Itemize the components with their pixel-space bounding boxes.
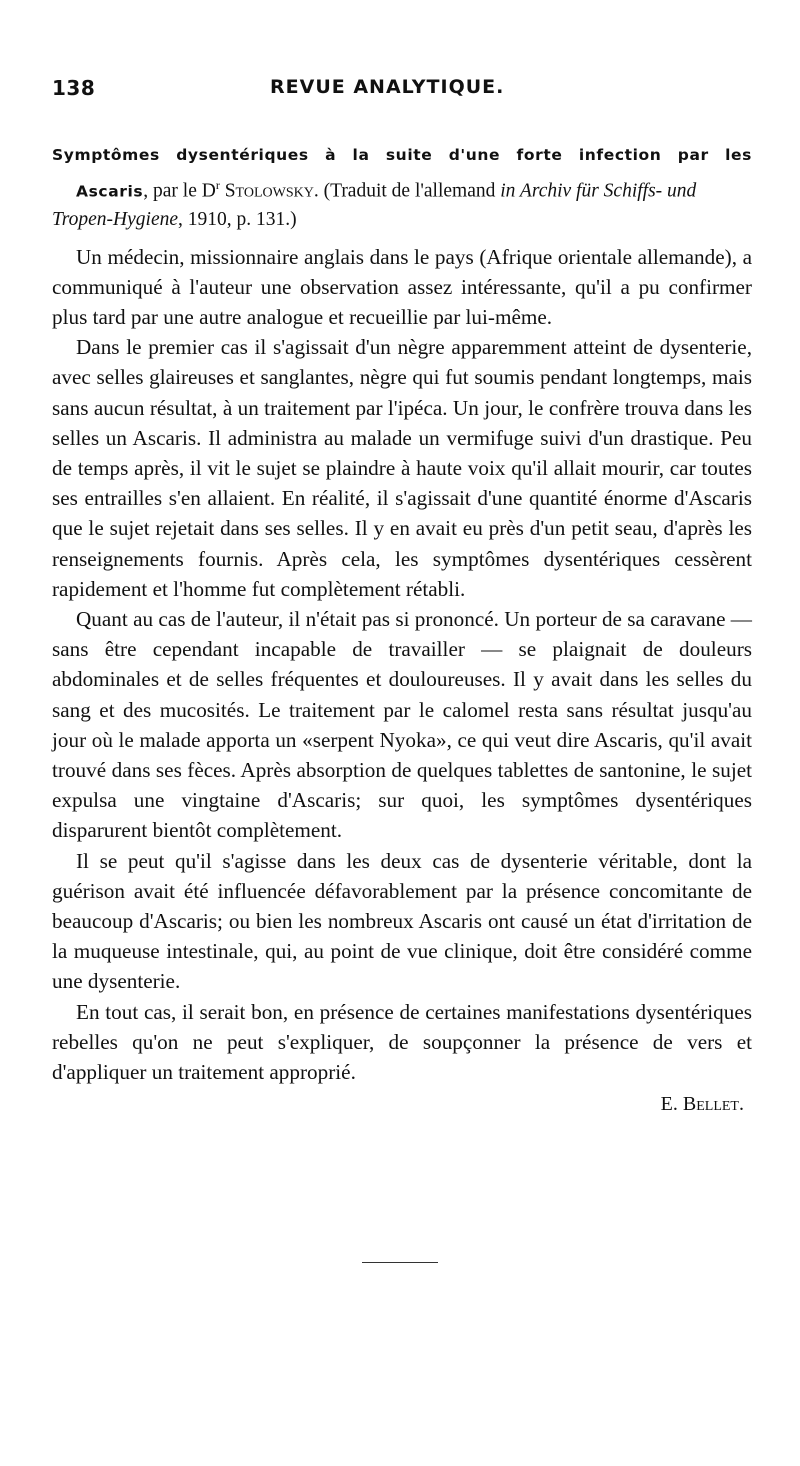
section-divider xyxy=(362,1262,438,1263)
article-title-block xyxy=(52,140,752,234)
source-prefix: . (Traduit de l'allemand xyxy=(313,180,501,202)
page-header xyxy=(52,76,752,106)
page-number: 138 xyxy=(52,76,96,100)
source-journal: in Archiv für Schiffs- und Tropen-Hygiene xyxy=(52,180,697,230)
running-head: REVUE ANALYTIQUE. xyxy=(270,76,505,98)
article xyxy=(52,140,752,1119)
title-by-text: , par le D xyxy=(143,180,216,202)
author-signature: E. Bellet. xyxy=(660,1093,744,1116)
body-paragraph-5: En tout cas, il serait bon, en présence de certaines manifestations dysentériques rebelles qu'on ne peut s'expliquer, de soupçonner la présence de vers et d'appliquer un traitement approprié. xyxy=(52,999,752,1084)
article-title-line-2: Ascaris xyxy=(76,182,144,201)
body-paragraph-4: Il se peut qu'il s'agisse dans les deux cas de dysenterie véritable, dont la guérison avait été influencée défavorablement par la présence concomitante de beaucoup d'Ascaris; ou bien les nombreux Ascaris ont causé un état d'irritation de la muqueuse intestinale, qui, au point de vue clinique, doit être considéré comme une dysenterie. xyxy=(52,848,752,994)
title-superscript: r xyxy=(215,178,220,192)
article-citation xyxy=(52,171,752,234)
source-suffix: , 1910, p. 131.) xyxy=(178,208,297,230)
article-title-line-1: Symptômes dysentériques à la suite d'une forte infection par les xyxy=(52,146,752,164)
body-paragraph-1: Un médecin, missionnaire anglais dans le pays (Afrique orientale allemande), a communiqué à l'auteur une observation assez intéressante, qu'il a pu confirmer plus tard par une autre analogue et recueillie par lui-même. xyxy=(52,244,752,329)
author-name: Stolowsky xyxy=(224,180,314,202)
body-paragraph-3: Quant au cas de l'auteur, il n'était pas si prononcé. Un porteur de sa caravane — sans être cependant incapable de travailler — se plaignait de douleurs abdominales et de selles fréquentes et douloureuses. Il y avait dans les selles du sang et des mucosités. Le traitement par le calomel resta sans résultat jusqu'au jour où le malade apporta un «serpent Nyoka», ce qui veut dire Ascaris, qu'il avait trouvé dans ses fèces. Après absorption de quelques tablettes de santonine, le sujet expulsa une vingtaine d'Ascaris; sur quoi, les symptômes dysentériques disparurent bientôt complètement. xyxy=(52,606,752,843)
body-paragraph-2: Dans le premier cas il s'agissait d'un nègre apparemment atteint de dysenterie, avec selles glaireuses et sanglantes, nègre qui fut soumis pendant longtemps, mais sans aucun résultat, à un traitement par l'ipéca. Un jour, le confrère trouva dans les selles un Ascaris. Il administra au malade un vermifuge suivi d'un drastique. Peu de temps après, il vit le sujet se plaindre à haute voix qu'il allait mourir, car toutes ses entrailles s'en allaient. En réalité, il s'agissait d'une quantité énorme d'Ascaris que le sujet rejetait dans ses selles. Il y en avait eu près d'un petit seau, d'après les renseignements fournis. Après cela, les symptômes dysentériques cessèrent rapidement et l'homme fut complètement rétabli. xyxy=(52,335,752,601)
